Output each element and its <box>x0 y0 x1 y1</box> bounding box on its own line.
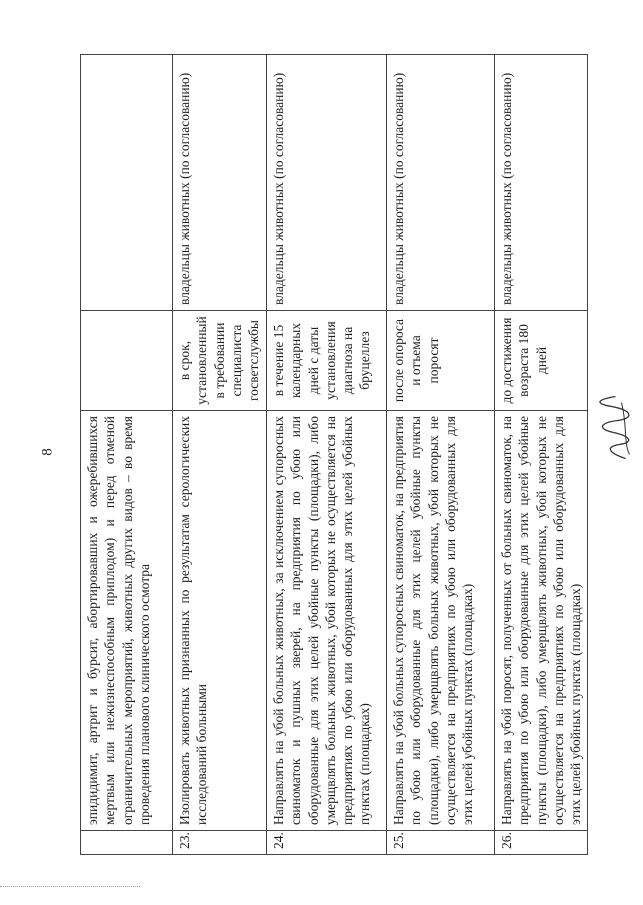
divider <box>0 886 140 887</box>
responsible-cell: владельцы животных (по согласованию) <box>495 55 588 311</box>
responsible-cell: владельцы животных (по согласованию) <box>173 55 267 311</box>
table-row <box>387 55 495 855</box>
row-number <box>81 831 173 855</box>
term-cell: в течение 15 календарных дней с даты установления диагноза на бруцеллез <box>267 311 387 411</box>
page-number: 8 <box>39 448 56 456</box>
action-cell: Направлять на убой поросят, полученных от больных свиноматок, на предприятия по убою или оборудованные для этих целей убойные пункты (площадки), либо умерщвлять животных, убой которых не осуществляется на предприятиях по убою или оборудованных для этих целей убойных пунктах (площадках) <box>495 411 588 831</box>
term-cell: после опороса и отъема поросят <box>387 311 495 411</box>
rotated-table-container <box>80 55 584 855</box>
table-row <box>495 55 588 855</box>
table-row <box>81 55 173 855</box>
responsible-cell <box>81 55 173 311</box>
term-cell: до достижения возраста 180 дней <box>495 311 588 411</box>
table-row <box>173 55 267 855</box>
action-cell: Изолировать животных признанных по результатам серологических исследований больными <box>173 411 267 831</box>
row-number: 26. <box>495 831 588 855</box>
row-number: 25. <box>387 831 495 855</box>
term-cell <box>81 311 173 411</box>
row-number: 23. <box>173 831 267 855</box>
action-cell: эпидидимит, артрит и бурсит, абортировавших и ожеребившихся мертвым или нежизнеспособным приплодом) и перед отменой ограничительных мероприятий, животных других видов – во время проведения планового клинического осмотра <box>81 411 173 831</box>
responsible-cell: владельцы животных (по согласованию) <box>267 55 387 311</box>
term-cell: в срок, установленный в требовании специалиста госветслужбы <box>173 311 267 411</box>
table-row <box>267 55 387 855</box>
action-cell: Направлять на убой больных животных, за исключением супоросных свиноматок и пушных зверей, на предприятия по убою или оборудованные для этих целей убойные пункты (площадки), либо умерщвлять больных животных, убой которых не осуществляется на предприятиях по убою или оборудованных для этих целей убойных пунктах (площадках) <box>267 411 387 831</box>
action-cell: Направлять на убой больных супоросных свиноматок, на предприятия по убою или оборудованные для этих целей убойные пункты (площадки), либо умерщвлять больных животных, убой которых не осуществляется на предприятиях по убою или оборудованных для этих целей убойных пунктах (площадках) <box>387 411 495 831</box>
handwritten-signature <box>598 393 643 463</box>
responsible-cell: владельцы животных (по согласованию) <box>387 55 495 311</box>
measures-table <box>80 54 588 855</box>
row-number: 24. <box>267 831 387 855</box>
